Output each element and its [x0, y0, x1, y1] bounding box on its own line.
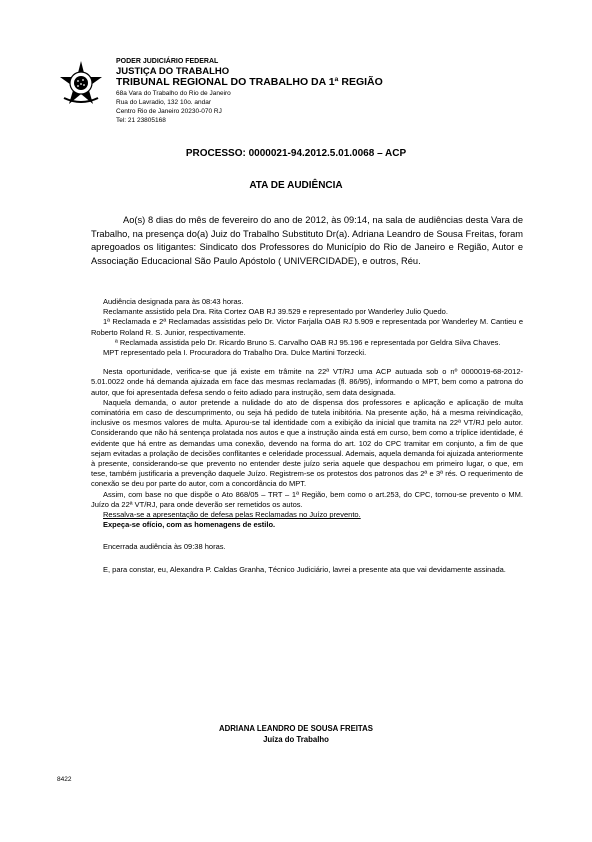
signer-role: Juíza do Trabalho: [263, 735, 329, 744]
brazil-coat-of-arms-icon: [58, 60, 104, 106]
address-line: Tel: 21 23805168: [116, 117, 166, 124]
paragraph: 1ª Reclamada e 2ª Reclamadas assistidas pelo Dr. Victor Farjalla OAB RJ 5.909 e representada por Wanderley M. Cantieu e Roberto Roland R. S. Junior, respectivamente.: [91, 317, 523, 337]
letterhead-line1: PODER JUDICIÁRIO FEDERAL: [116, 58, 219, 65]
paragraph: Expeça-se ofício, com as homenagens de estilo.: [103, 520, 276, 530]
paragraph: E, para constar, eu, Alexandra P. Caldas Granha, Técnico Judiciário, lavrei a presente ata que vai devidamente assinada.: [103, 564, 506, 574]
paragraph: Nesta oportunidade, verifica-se que já existe em trâmite na 22ª VT/RJ uma ACP autuada sob o nº 0000019-68-2012-5.01.0022 onde há demanda ajuizada em face das mesmas reclamadas (fl. 86/95), informando o MPT, bem como a patrona do autor, que foi apresentada defesa sendo o feito adiado para instrução, sem data designada.: [91, 367, 523, 397]
letterhead: [116, 58, 383, 125]
letterhead-line2: JUSTIÇA DO TRABALHO: [116, 66, 230, 77]
process-number: PROCESSO: 0000021-94.2012.5.01.0068 – ACP: [185, 148, 407, 159]
letterhead-court-name: TRIBUNAL REGIONAL DO TRABALHO DA 1ª REGIÃO: [116, 75, 383, 88]
signature-block: [0, 723, 592, 745]
paragraph: Audiência designada para às 08:43 horas.: [103, 297, 244, 306]
paragraph: Ressalva-se a apresentação de defesa pelas Reclamadas no Juízo prevento.: [103, 510, 361, 520]
paragraph: MPT representado pela I. Procuradora do Trabalho Dra. Dulce Martini Torzecki.: [103, 348, 367, 358]
intro-paragraph: Ao(s) 8 dias do mês de fevereiro do ano de 2012, às 09:14, na sala de audiências desta Vara de Trabalho, na presença do(a) Juiz do Trabalho Substituto Dr(a). Adriana Leandro de Sousa Freitas, foram apregoados os litigantes: Sindicato dos Professores do Município do Rio de Janeiro e Região, Autor e Associação Educacional São Paulo Apóstolo ( UNIVERCIDADE), e outros, Réu.: [91, 215, 523, 267]
address-line: Centro Rio de Janeiro 20230-070 RJ: [116, 108, 222, 115]
paragraph: Encerrada audiência às 09:38 horas.: [103, 542, 226, 552]
paragraph: ª Reclamada assistida pelo Dr. Ricardo Bruno S. Carvalho OAB RJ 95.196 e representada por Geldra Silva Chaves.: [115, 337, 501, 347]
paragraph: Reclamante assistido pela Dra. Rita Cortez OAB RJ 39.529 e representado por Wanderley Julio Quedo.: [103, 307, 448, 317]
minutes-body: [91, 297, 523, 575]
signer-name: ADRIANA LEANDRO DE SOUSA FREITAS: [219, 724, 373, 733]
address-line: Rua do Lavradio, 132 10o. andar: [116, 99, 212, 106]
address-line: 68a Vara do Trabalho do Rio de Janeiro: [116, 90, 231, 97]
paragraph: Naquela demanda, o autor pretende a nulidade do ato de dispensa dos professores e aplicação e aplicação de multa cominatória em caso de descumprimento, ou seja há pedido de tutela inibitória. Na presente ação, há a mesma reivindicação, inclusive os mesmos valores de multa. Apurou-se tal identidade com a exibição da inicial que tramita na 22ª VT/RJ pelo autor. Considerando que não há sentença prolatada nos autos e que a instrução ainda está em curso, bem como a tríplice identidade, é evidente que há entre as demandas uma conexão, devendo na forma do art. 102 do CPC tramitar em conjunto, a fim de que sejam evitadas a prolação de decisões conflitantes e celeridade processual. Ademais, aquela demanda foi ajuizada anteriormente à presente, considerando-se que prevento no entender deste juízo seria aquele que despachou em primeiro lugar, o que, em tese, também justificaria a prevenção daquele Juízo. Registrem-se os protestos dos patronos das 2ª e 3ª rés. O requerimento de conexão se deu por parte do autor, com a concordância do MPT.: [91, 397, 523, 489]
footer-code: 8422: [57, 776, 72, 783]
paragraph: Assim, com base no que dispõe o Ato 868/05 – TRT – 1ª Região, bem como o art.253, do CPC, tornou-se prevento o MM. Juízo da 22ª VT/RJ, para onde deverão ser remetidos os autos.: [91, 489, 523, 509]
document-title: ATA DE AUDIÊNCIA: [249, 180, 343, 191]
